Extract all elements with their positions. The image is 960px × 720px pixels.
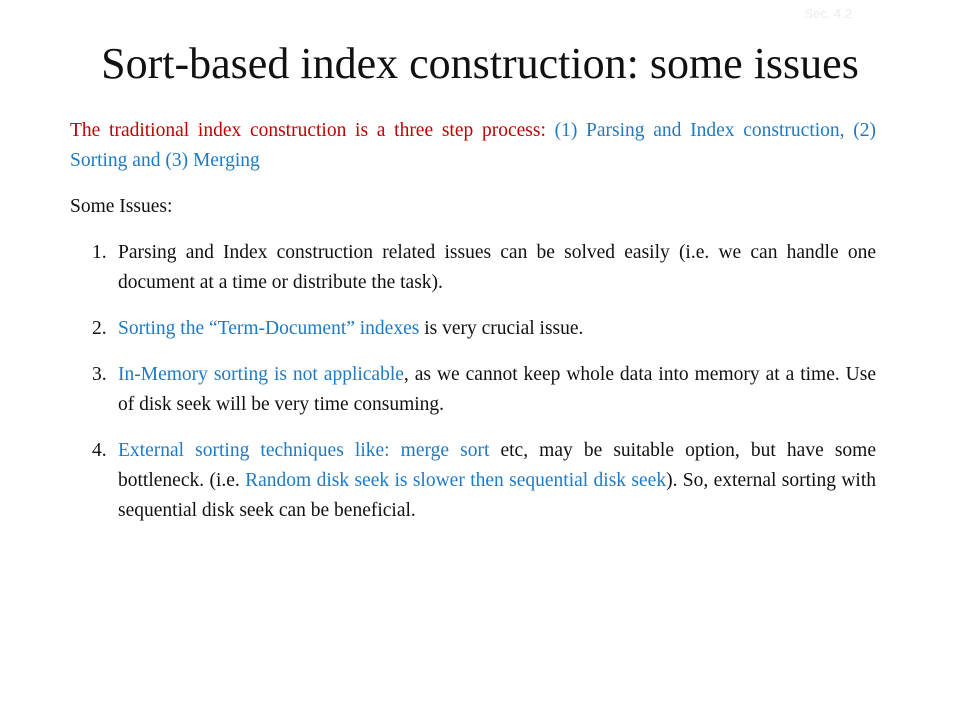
issue-text: etc, may be suitable option, but have some bottleneck. (i.e. bbox=[118, 440, 876, 491]
issue-text-highlight: Sorting the “Term-Document” indexes bbox=[118, 318, 420, 339]
issue-text: ). So, external sorting with sequential disk seek can be beneficial. bbox=[118, 470, 877, 521]
issue-item-3 bbox=[92, 360, 876, 420]
issue-text: Parsing and Index construction related issues can be solved easily (i.e. we can handle one document at a time or distribute the task). bbox=[118, 242, 876, 293]
issue-number: 1. bbox=[92, 242, 107, 263]
intro-text-blue: (1) Parsing and Index construction, (2) Sorting and (3) Merging bbox=[70, 120, 876, 171]
issue-number: 2. bbox=[92, 318, 107, 339]
issue-text: , as we cannot keep whole data into memory at a time. Use of disk seek will be very time consuming. bbox=[118, 364, 877, 415]
issue-text-highlight: Random disk seek is slower then sequential disk seek bbox=[245, 470, 667, 491]
issues-heading: Some Issues: bbox=[70, 196, 173, 217]
issues-list bbox=[92, 238, 876, 542]
issue-number: 4. bbox=[92, 440, 107, 461]
slide-title: Sort-based index construction: some issues bbox=[101, 39, 859, 88]
intro-text-red: The traditional index construction is a three step process: bbox=[70, 120, 546, 141]
issue-item-4 bbox=[92, 436, 876, 526]
intro-paragraph bbox=[70, 116, 876, 176]
issue-text: is very crucial issue. bbox=[419, 318, 584, 339]
section-label: Sec. 4.2 bbox=[804, 6, 852, 21]
issue-item-2 bbox=[92, 314, 876, 344]
issue-number: 3. bbox=[92, 364, 107, 385]
issue-text-highlight: External sorting techniques like: merge sort bbox=[118, 440, 490, 461]
issue-item-1 bbox=[92, 238, 876, 298]
issue-text-highlight: In-Memory sorting is not applicable bbox=[118, 364, 404, 385]
